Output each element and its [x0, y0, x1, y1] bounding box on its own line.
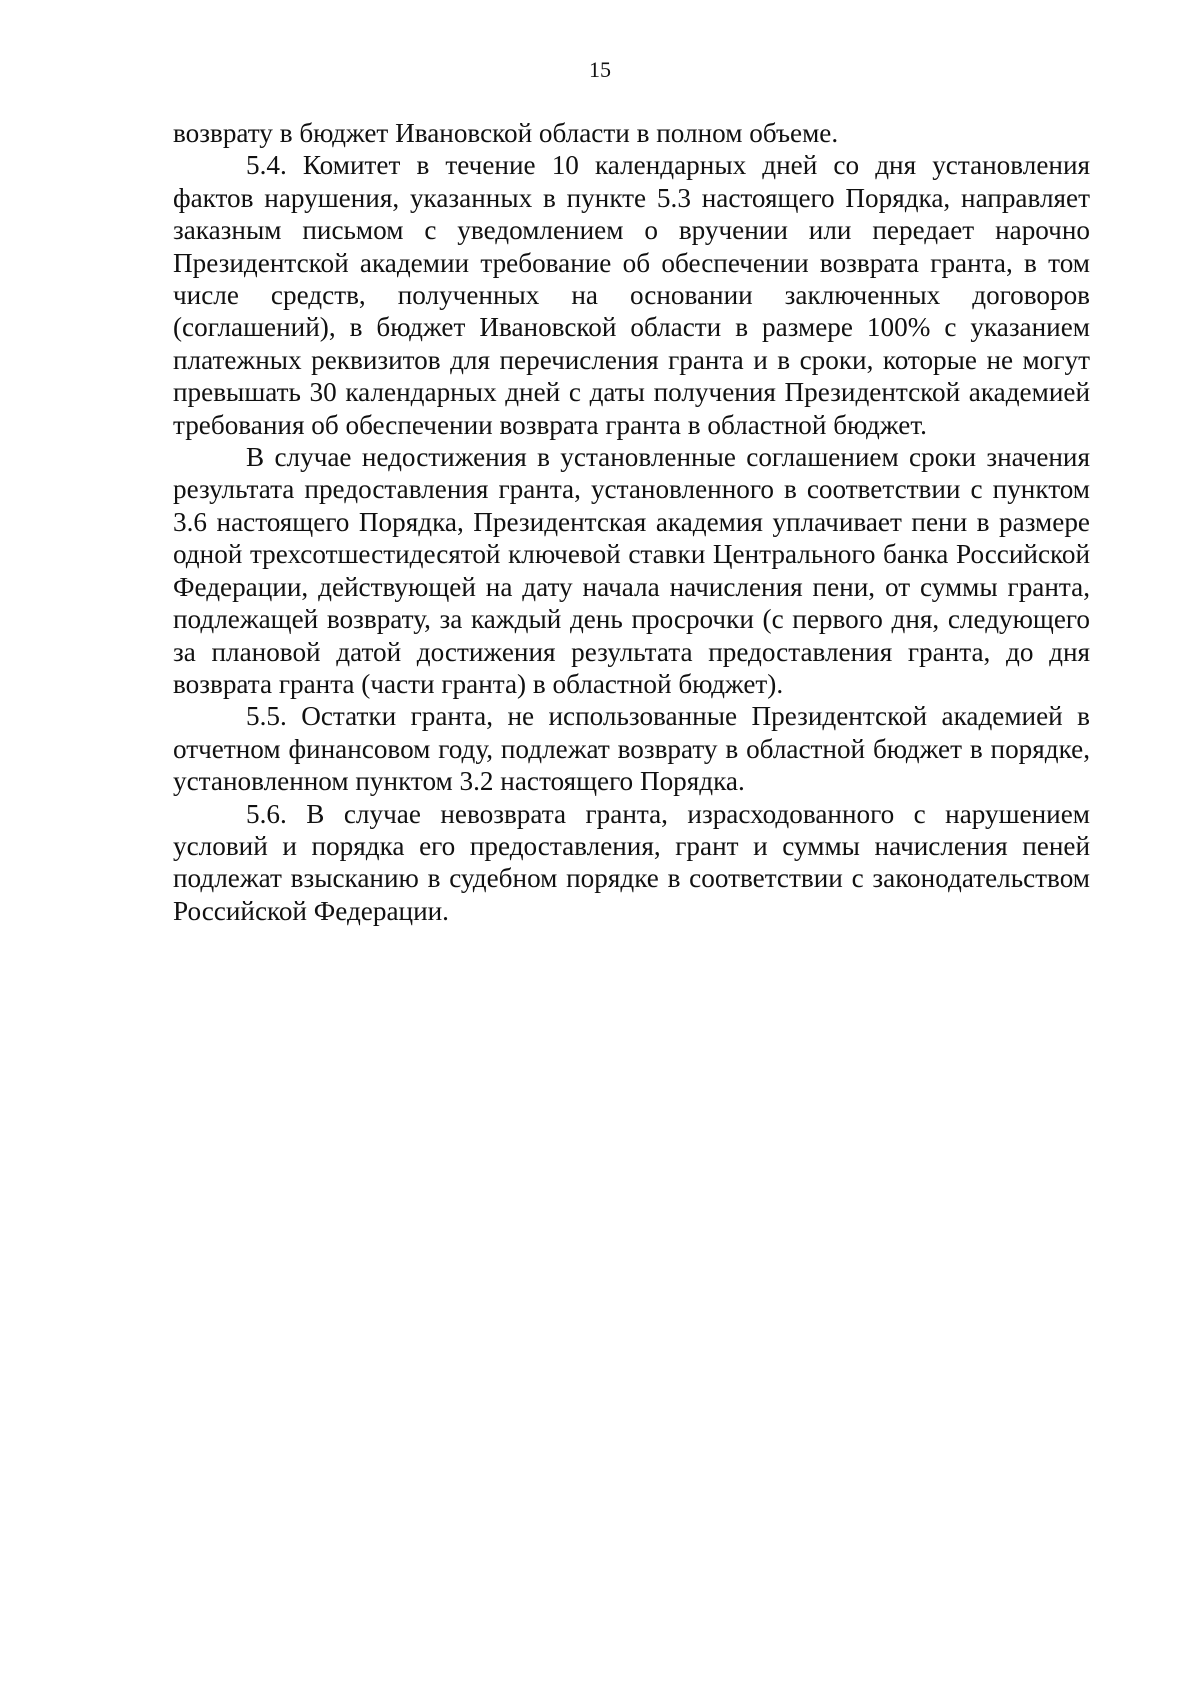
paragraph-penalty: В случае недостижения в установленные соглашением сроки значения результата предоставления гранта, установленного в соответствии с пунктом 3.6 настоящего Порядка, Президентская академия уплачивает пени в размере одной трехсотшестидесятой ключевой ставки Центрального банка Российской Федерации, действующей на дату начала начисления пени, от суммы гранта, подлежащей возврату, за каждый день просрочки (с первого дня, следующего за плановой датой достижения результата предоставления гранта, до дня возврата гранта (части гранта) в областной бюджет).	[173, 442, 1090, 699]
paragraph-5-5: 5.5. Остатки гранта, не использованные Президентской академией в отчетном финансовом году, подлежат возврату в областной бюджет в порядке, установленном пунктом 3.2 настоящего Порядка.	[173, 701, 1090, 797]
page-number: 15	[589, 57, 611, 82]
document-body	[173, 117, 1090, 927]
paragraph-continuation: возврату в бюджет Ивановской области в полном объеме.	[173, 118, 839, 148]
paragraph-5-6: 5.6. В случае невозврата гранта, израсходованного с нарушением условий и порядка его предоставления, грант и суммы начисления пеней подлежат взысканию в судебном порядке в соответствии с законодательством Российской Федерации.	[173, 798, 1090, 926]
paragraph-5-4: 5.4. Комитет в течение 10 календарных дней со дня установления фактов нарушения, указанных в пункте 5.3 настоящего Порядка, направляет заказным письмом с уведомлением о вручении или передает нарочно Президентской академии требование об обеспечении возврата гранта, в том числе средств, полученных на основании заключенных договоров (соглашений), в бюджет Ивановской области в размере 100% с указанием платежных реквизитов для перечисления гранта и в сроки, которые не могут превышать 30 календарных дней с даты получения Президентской академией требования об обеспечении возврата гранта в областной бюджет.	[173, 150, 1090, 440]
